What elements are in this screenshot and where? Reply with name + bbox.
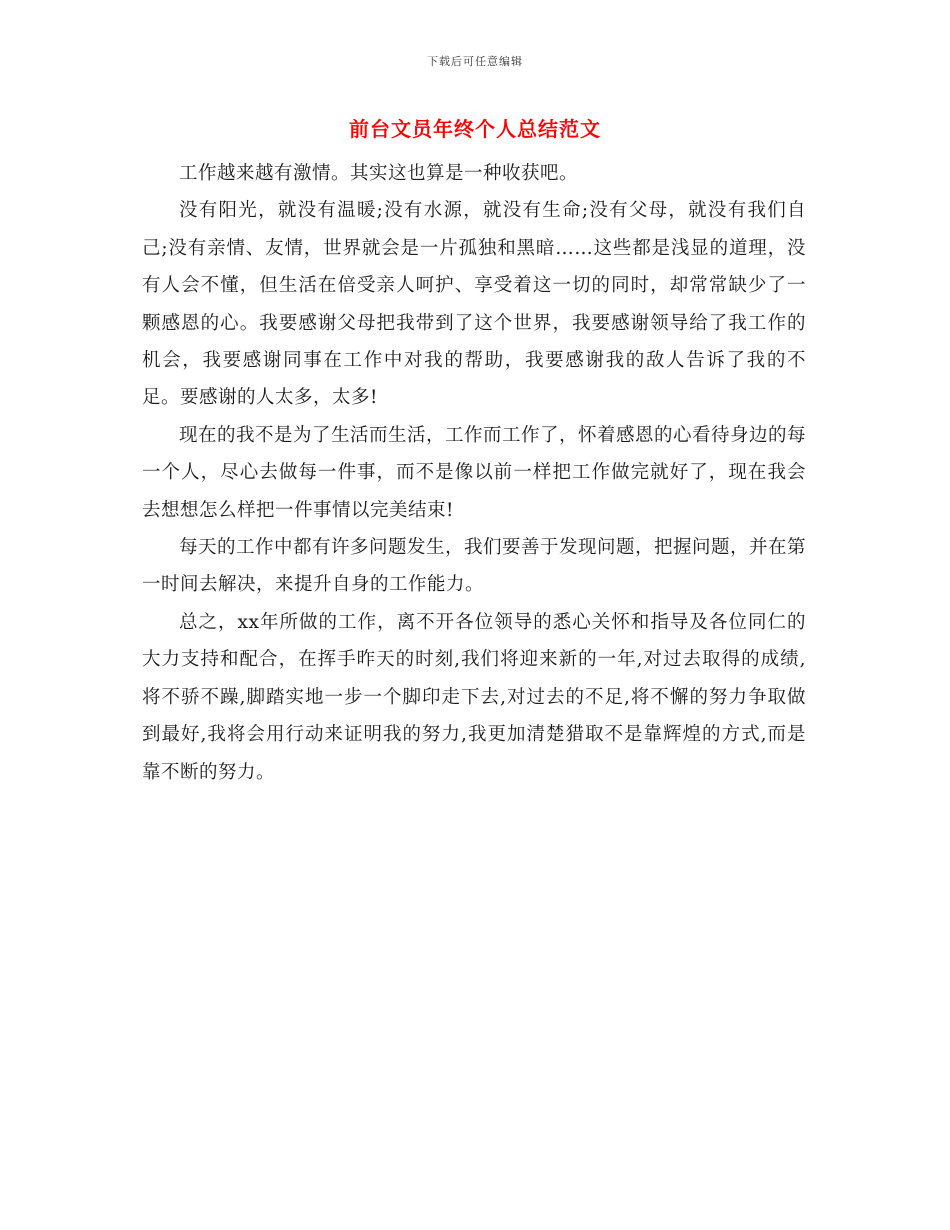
paragraph-1: 工作越来越有激情。其实这也算是一种收获吧。 (179, 163, 579, 184)
document-body (142, 155, 806, 791)
page-header-note: 下载后可任意编辑 (427, 55, 523, 68)
document-title: 前台文员年终个人总结范文 (349, 117, 601, 141)
paragraph-2: 没有阳光，就没有温暖;没有水源，就没有生命;没有父母，就没有我们自己;没有亲情、友情，世界就会是一片孤独和黑暗……这些都是浅显的道理，没有人会不懂，但生活在倍受亲人呵护、享受着这一切的同时，却常常缺少了一颗感恩的心。我要感谢父母把我带到了这个世界，我要感谢领导给了我工作的机会，我要感谢同事在工作中对我的帮助，我要感谢我的敌人告诉了我的不足。要感谢的人太多，太多! (142, 200, 806, 409)
paragraph-4: 每天的工作中都有许多问题发生，我们要善于发现问题，把握问题，并在第一时间去解决，来提升自身的工作能力。 (142, 537, 807, 596)
paragraph-5: 总之，xx年所做的工作，离不开各位领导的悉心关怀和指导及各位同仁的大力支持和配合，在挥手昨天的时刻,我们将迎来新的一年,对过去取得的成绩,将不骄不躁,脚踏实地一步一个脚印走下去,对过去的不足,将不懈的努力争取做到最好,我将会用行动来证明我的努力,我更加清楚猎取不是靠辉煌的方式,而是靠不断的努力。 (142, 611, 806, 783)
paragraph-3: 现在的我不是为了生活而生活，工作而工作了，怀着感恩的心看待身边的每一个人，尽心去做每一件事，而不是像以前一样把工作做完就好了，现在我会去想想怎么样把一件事情以完美结束! (142, 424, 807, 521)
